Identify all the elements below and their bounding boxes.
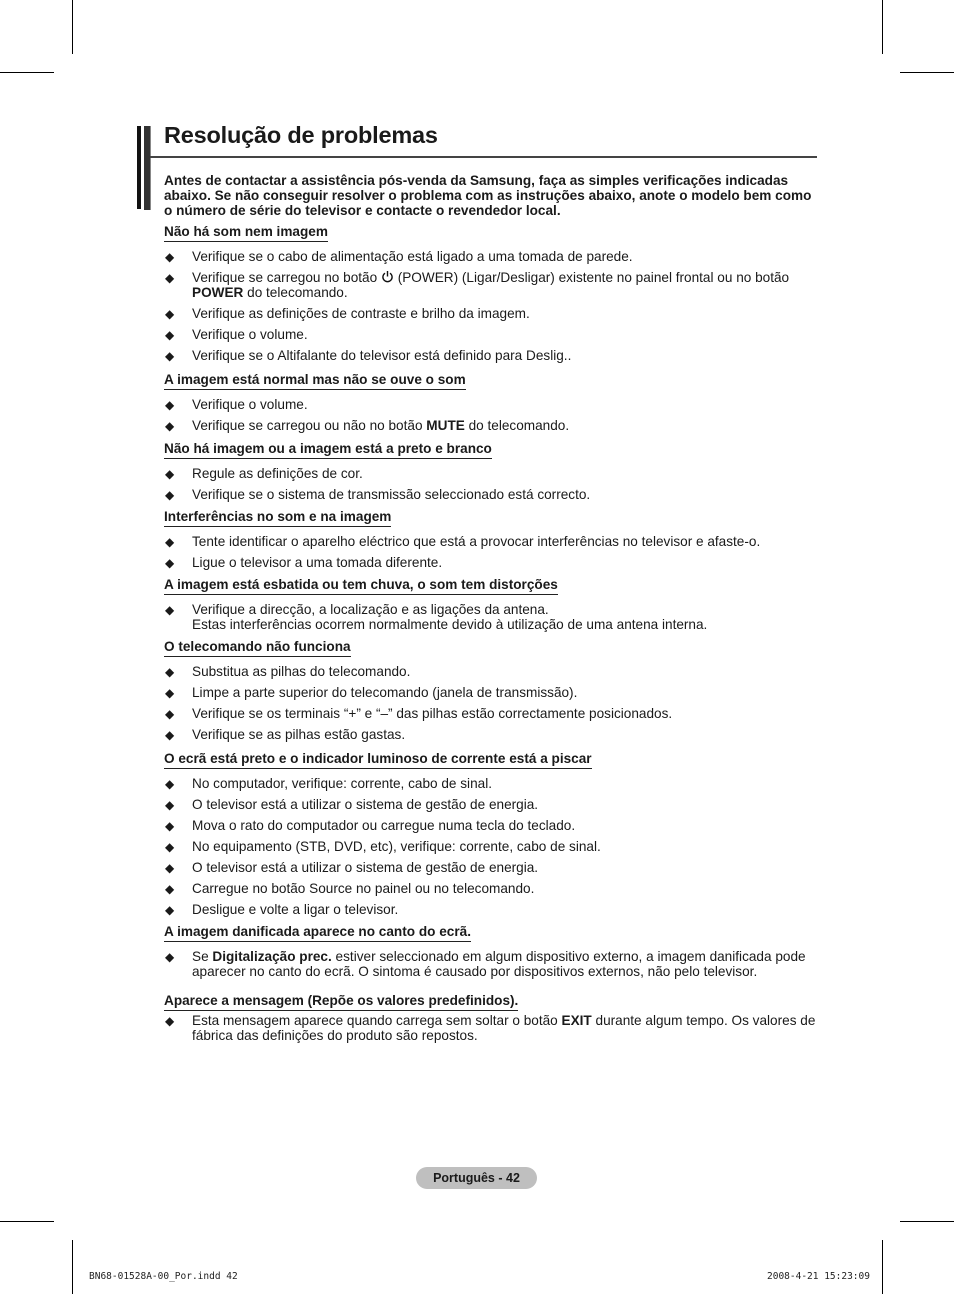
bold-term: MUTE bbox=[426, 418, 465, 434]
bullet-diamond-icon: ◆ bbox=[165, 728, 175, 743]
bullet-diamond-icon: ◆ bbox=[165, 603, 175, 618]
crop-mark bbox=[72, 0, 73, 54]
list-item bbox=[164, 249, 824, 264]
list-item bbox=[164, 685, 824, 700]
troubleshooting-section bbox=[164, 750, 824, 917]
bullet-diamond-icon: ◆ bbox=[165, 902, 175, 917]
bullet-diamond-icon: ◆ bbox=[165, 818, 175, 833]
crop-mark bbox=[0, 72, 54, 73]
list-item bbox=[164, 327, 824, 342]
crop-mark bbox=[882, 0, 883, 54]
bullet-diamond-icon: ◆ bbox=[165, 419, 175, 434]
crop-mark bbox=[900, 1221, 954, 1222]
power-icon bbox=[381, 270, 394, 285]
date-slug: 2008-4-21 15:23:09 bbox=[767, 1271, 870, 1282]
troubleshooting-section bbox=[164, 440, 824, 502]
troubleshooting-section bbox=[164, 638, 824, 742]
bullet-diamond-icon: ◆ bbox=[165, 250, 175, 264]
bullet-diamond-icon: ◆ bbox=[165, 881, 175, 896]
item-text: Verifique se o Altifalante do televisor está definido para Deslig.. bbox=[192, 348, 572, 364]
list-item bbox=[164, 602, 824, 632]
item-text: Verifique se carregou ou não no botão bbox=[192, 418, 427, 434]
crop-mark bbox=[72, 1240, 73, 1294]
crop-mark bbox=[0, 1221, 54, 1222]
list-item bbox=[164, 534, 824, 549]
item-text: O televisor está a utilizar o sistema de gestão de energia. bbox=[192, 796, 539, 812]
bullet-diamond-icon: ◆ bbox=[165, 1014, 175, 1029]
list-item bbox=[164, 839, 824, 854]
item-text: Se bbox=[192, 948, 213, 964]
item-text: No computador, verifique: corrente, cabo de sinal. bbox=[192, 775, 492, 791]
item-text: O televisor está a utilizar o sistema de gestão de energia. bbox=[192, 859, 539, 875]
list-item bbox=[164, 664, 824, 679]
section-heading: Não há imagem ou a imagem está a preto e branco bbox=[164, 441, 492, 459]
item-text: Verifique as definições de contraste e brilho da imagem. bbox=[192, 306, 530, 322]
list-item bbox=[164, 487, 824, 502]
item-text: Verifique se o sistema de transmissão seleccionado está correcto. bbox=[192, 486, 591, 502]
crop-mark bbox=[900, 72, 954, 73]
troubleshooting-section bbox=[164, 923, 824, 979]
list-item bbox=[164, 466, 824, 481]
bullet-diamond-icon: ◆ bbox=[165, 707, 175, 722]
list-item bbox=[164, 776, 824, 791]
bullet-diamond-icon: ◆ bbox=[165, 686, 175, 701]
list-item bbox=[164, 1013, 824, 1043]
troubleshooting-section bbox=[164, 508, 824, 570]
page-number-badge: Português - 42 bbox=[416, 1167, 537, 1189]
list-item bbox=[164, 306, 824, 321]
bullet-diamond-icon: ◆ bbox=[165, 534, 175, 549]
list-item bbox=[164, 860, 824, 875]
list-item bbox=[164, 348, 824, 363]
list-item bbox=[164, 270, 824, 300]
item-text: durante algum tempo. Os valores de fábrica das definições do produto são repostos. bbox=[192, 1013, 816, 1044]
file-slug: BN68-01528A-00_Por.indd 42 bbox=[89, 1271, 238, 1282]
item-text: Verifique se os terminais “+” e “–” das pilhas estão correctamente posicionados. bbox=[192, 706, 673, 722]
list-item bbox=[164, 949, 824, 979]
troubleshooting-list bbox=[164, 223, 824, 1044]
title-accent-bar bbox=[150, 126, 151, 210]
bullet-diamond-icon: ◆ bbox=[165, 307, 175, 322]
page-title: Resolução de problemas bbox=[164, 122, 438, 148]
item-text: estiver seleccionado em algum dispositivo externo, a imagem danificada pode aparecer no canto do ecrã. O sintoma é causado por dispositivos externos, não pelo televisor. bbox=[192, 948, 806, 980]
item-text: do telecomando. bbox=[464, 418, 570, 434]
item-text: Verifique o volume. bbox=[192, 327, 308, 343]
item-text: Tente identificar o aparelho eléctrico que está a provocar interferências no televisor e afaste-o. bbox=[192, 533, 761, 549]
bullet-diamond-icon: ◆ bbox=[165, 271, 175, 285]
item-text: Mova o rato do computador ou carregue numa tecla do teclado. bbox=[192, 817, 576, 833]
list-item bbox=[164, 881, 824, 896]
bullet-diamond-icon: ◆ bbox=[165, 487, 175, 502]
bullet-diamond-icon: ◆ bbox=[165, 349, 175, 364]
section-heading: A imagem danificada aparece no canto do ecrã. bbox=[164, 924, 471, 942]
troubleshooting-section bbox=[164, 371, 824, 433]
item-text: do telecomando. bbox=[243, 285, 348, 301]
list-item bbox=[164, 418, 824, 433]
item-text: Verifique se o cabo de alimentação está ligado a uma tomada de parede. bbox=[192, 249, 633, 264]
item-text: No equipamento (STB, DVD, etc), verifique: corrente, cabo de sinal. bbox=[192, 838, 601, 854]
item-text: Limpe a parte superior do telecomando (janela de transmissão). bbox=[192, 685, 578, 701]
section-heading: O telecomando não funciona bbox=[164, 639, 351, 657]
title-accent-bar bbox=[137, 126, 141, 209]
bullet-diamond-icon: ◆ bbox=[165, 555, 175, 570]
section-heading: Aparece a mensagem (Repõe os valores predefinidos). bbox=[164, 993, 518, 1011]
bullet-diamond-icon: ◆ bbox=[165, 665, 175, 680]
bullet-diamond-icon: ◆ bbox=[165, 398, 175, 413]
bullet-diamond-icon: ◆ bbox=[165, 949, 175, 964]
list-item bbox=[164, 902, 824, 917]
bold-term: EXIT bbox=[561, 1013, 592, 1029]
troubleshooting-section bbox=[164, 223, 824, 363]
item-text: Verifique a direcção, a localização e as ligações da antena. Estas interferências ocorrem normalmente devido à utilização de uma antena interna. bbox=[192, 602, 708, 633]
bullet-diamond-icon: ◆ bbox=[165, 466, 175, 481]
list-item bbox=[164, 555, 824, 570]
item-text: Substitua as pilhas do telecomando. bbox=[192, 664, 411, 680]
title-rule bbox=[150, 156, 817, 158]
troubleshooting-section bbox=[164, 992, 824, 1043]
item-text: Verifique se as pilhas estão gastas. bbox=[192, 727, 406, 743]
troubleshooting-section bbox=[164, 576, 824, 632]
list-item bbox=[164, 706, 824, 721]
item-text: Esta mensagem aparece quando carrega sem soltar o botão bbox=[192, 1013, 562, 1029]
bold-term: POWER bbox=[192, 285, 244, 301]
bullet-diamond-icon: ◆ bbox=[165, 776, 175, 791]
bullet-diamond-icon: ◆ bbox=[165, 860, 175, 875]
list-item bbox=[164, 797, 824, 812]
bullet-diamond-icon: ◆ bbox=[165, 839, 175, 854]
bullet-diamond-icon: ◆ bbox=[165, 797, 175, 812]
item-text: Ligue o televisor a uma tomada diferente. bbox=[192, 554, 443, 570]
bullet-diamond-icon: ◆ bbox=[165, 328, 175, 343]
item-text: Verifique o volume. bbox=[192, 397, 308, 413]
item-text: Verifique se carregou no botão bbox=[192, 270, 381, 285]
bold-term: Digitalização prec. bbox=[212, 948, 332, 964]
section-heading: A imagem está normal mas não se ouve o som bbox=[164, 372, 466, 390]
item-text: Regule as definições de cor. bbox=[192, 465, 363, 481]
section-heading: A imagem está esbatida ou tem chuva, o som tem distorções bbox=[164, 577, 558, 595]
intro-paragraph: Antes de contactar a assistência pós-venda da Samsung, faça as simples verificações indicadas abaixo. Se não conseguir resolver o problema com as instruções abaixo, anote o modelo bem como o número de série do televisor e contacte o revendedor local. bbox=[164, 173, 812, 219]
section-heading: Não há som nem imagem bbox=[164, 224, 328, 242]
item-text: (POWER) (Ligar/Desligar) existente no painel frontal ou no botão bbox=[393, 270, 790, 285]
item-text: Carregue no botão Source no painel ou no telecomando. bbox=[192, 880, 535, 896]
list-item bbox=[164, 397, 824, 412]
item-text: Desligue e volte a ligar o televisor. bbox=[192, 901, 399, 917]
section-heading: Interferências no som e na imagem bbox=[164, 509, 391, 527]
section-heading: O ecrã está preto e o indicador luminoso de corrente está a piscar bbox=[164, 751, 592, 769]
crop-mark bbox=[882, 1240, 883, 1294]
list-item bbox=[164, 818, 824, 833]
list-item bbox=[164, 727, 824, 742]
